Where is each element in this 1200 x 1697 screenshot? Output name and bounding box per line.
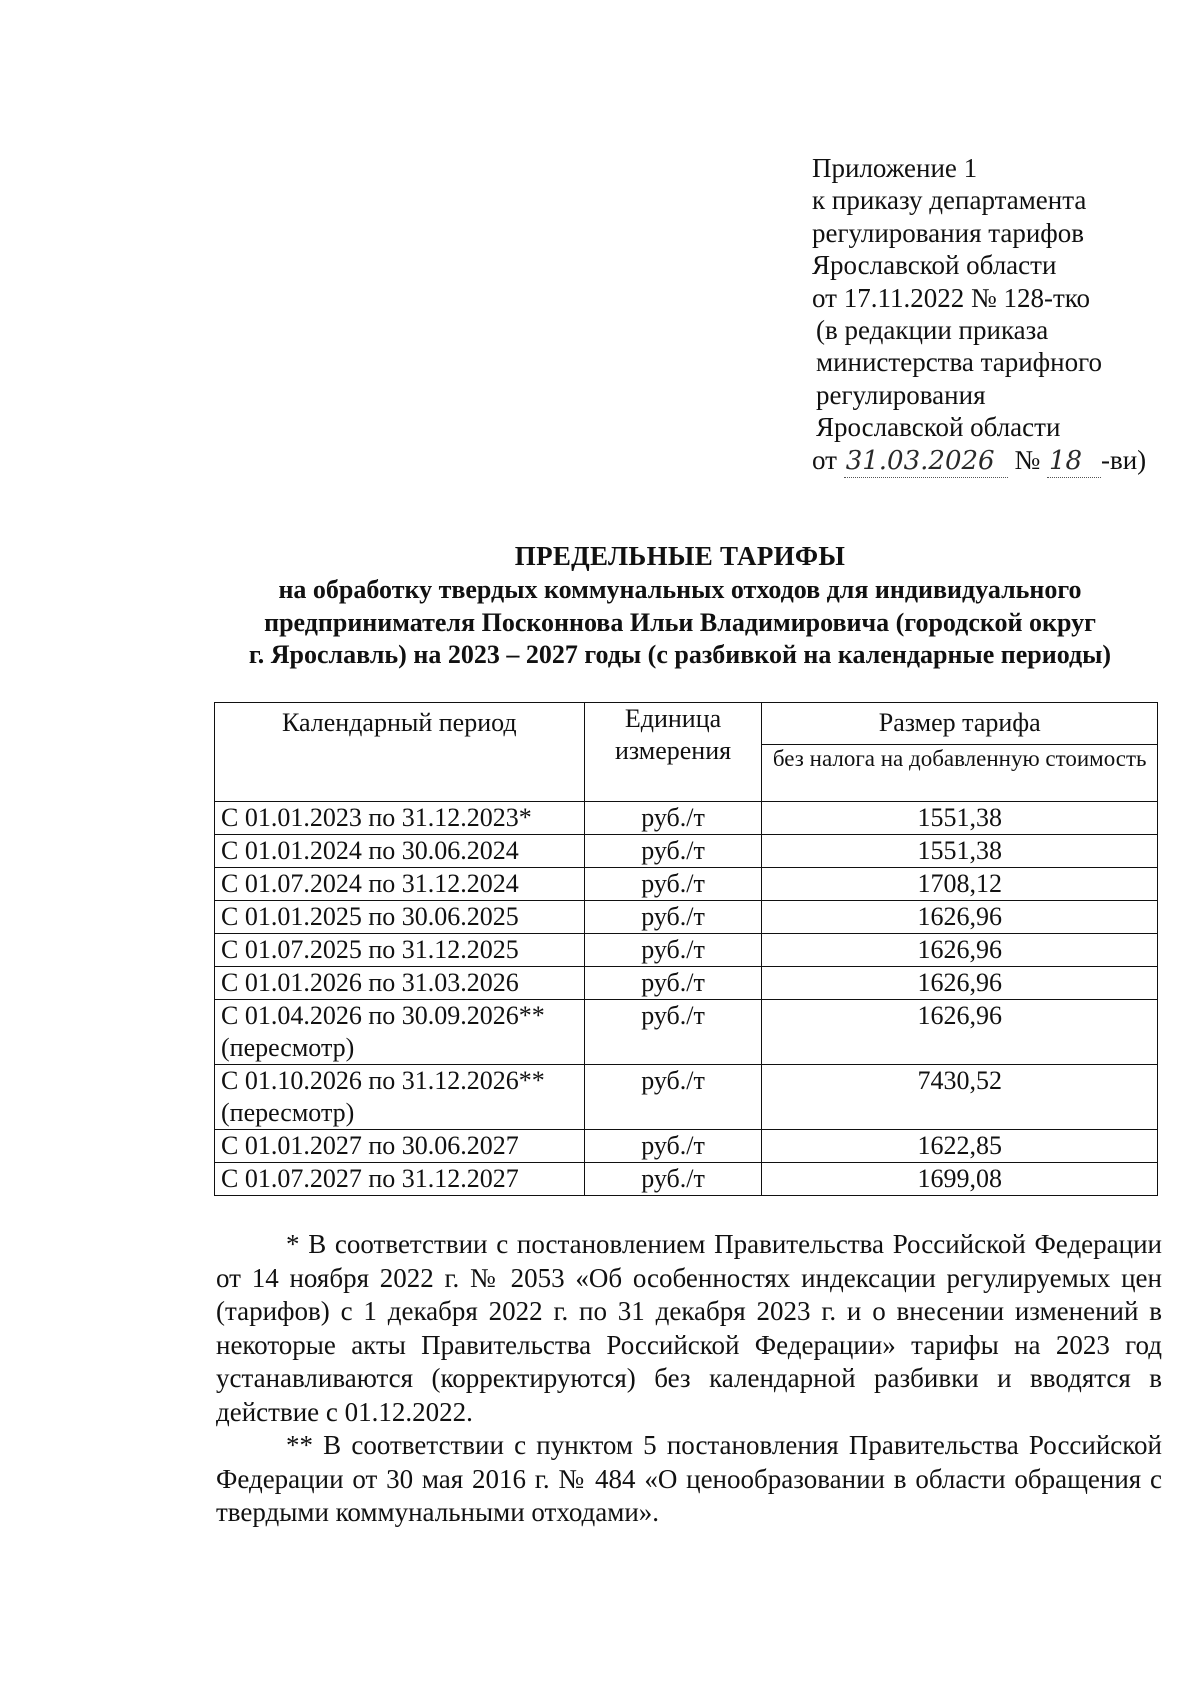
appendix-line: Ярославской области	[816, 412, 1061, 443]
cell-unit: руб./т	[584, 967, 762, 1000]
tariff-table	[214, 702, 1158, 1196]
title-sub-line: предпринимателя Посконнова Ильи Владимировича (городской округ	[264, 607, 1096, 637]
cell-value: 1622,85	[762, 1130, 1158, 1163]
cell-period: С 01.07.2025 по 31.12.2025	[215, 934, 585, 967]
cell-period-note: (пересмотр)	[221, 1098, 355, 1127]
cell-value: 1626,96	[762, 1000, 1158, 1065]
table-header-row	[215, 703, 1158, 745]
cell-period: С 01.07.2027 по 31.12.2027	[215, 1163, 585, 1196]
appendix-line: к приказу департамента	[812, 185, 1087, 216]
header-value-sub: без налога на добавленную стоимость	[762, 745, 1158, 802]
table-row	[215, 901, 1158, 934]
cell-unit: руб./т	[584, 934, 762, 967]
cell-unit: руб./т	[584, 901, 762, 934]
title-sub-line: на обработку твердых коммунальных отходов для индивидуального	[278, 575, 1082, 604]
header-unit: Единица измерения	[584, 703, 762, 802]
cell-unit: руб./т	[584, 835, 762, 868]
cell-period: С 01.01.2024 по 30.06.2024	[215, 835, 585, 868]
table-row	[215, 1000, 1158, 1065]
appendix-line: от 17.11.2022 № 128-тко	[812, 282, 1090, 313]
title-sub-line: г. Ярославль) на 2023 – 2027 годы (с разбивкой на календарные периоды)	[248, 640, 1112, 670]
cell-value: 1699,08	[762, 1163, 1158, 1196]
table-row	[215, 1130, 1158, 1163]
signature-number-prefix: №	[1014, 444, 1041, 475]
cell-value: 1708,12	[762, 868, 1158, 901]
signature-suffix: -ви)	[1100, 444, 1147, 475]
cell-period-note: (пересмотр)	[221, 1033, 355, 1062]
cell-value: 1551,38	[762, 835, 1158, 868]
table-row	[215, 868, 1158, 901]
cell-unit: руб./т	[584, 1163, 762, 1196]
appendix-line: (в редакции приказа	[816, 315, 1049, 346]
cell-period-range: С 01.04.2026 по 30.09.2026**	[221, 1001, 545, 1030]
handwritten-date: 31.03.2026	[844, 445, 1008, 478]
cell-value: 1626,96	[762, 934, 1158, 967]
appendix-header	[812, 152, 1172, 478]
cell-unit: руб./т	[584, 1065, 762, 1130]
table-row	[215, 1065, 1158, 1130]
cell-period: С 01.01.2026 по 31.03.2026	[215, 967, 585, 1000]
cell-period	[215, 1065, 585, 1130]
footnote-1: * В соответствии с постановлением Правительства Российской Федерации от 14 ноября 2022 г. № 2053 «Об особенностях индексации регулируемых цен (тарифов) с 1 декабря 2022 г. по 31 декабря 2023 г. и о внесении изменений в некоторые акты Правительства Российской Федерации» тарифы на 2023 год устанавливаются (корректируются) без календарной разбивки и вводятся в действие с 01.12.2022.	[216, 1229, 1162, 1427]
table-row	[215, 802, 1158, 835]
cell-value: 1551,38	[762, 802, 1158, 835]
header-value: Размер тарифа	[762, 703, 1158, 745]
footnotes	[216, 1228, 1162, 1530]
table-row	[215, 835, 1158, 868]
cell-unit: руб./т	[584, 802, 762, 835]
cell-unit: руб./т	[584, 1130, 762, 1163]
footnote-2: ** В соответствии с пунктом 5 постановления Правительства Российской Федерации от 30 мая 2016 г. № 484 «О ценообразовании в области обращения с твердыми коммунальными отходами».	[216, 1430, 1162, 1527]
signature-prefix: от	[812, 444, 837, 475]
cell-period: С 01.01.2023 по 31.12.2023*	[215, 802, 585, 835]
cell-period: С 01.01.2025 по 30.06.2025	[215, 901, 585, 934]
cell-unit: руб./т	[584, 868, 762, 901]
handwritten-number: 18	[1047, 445, 1101, 478]
cell-value: 1626,96	[762, 967, 1158, 1000]
appendix-line: регулирования	[816, 379, 986, 410]
table-row	[215, 1163, 1158, 1196]
document-title	[200, 538, 1160, 672]
cell-unit: руб./т	[584, 1000, 762, 1065]
cell-period-range: С 01.10.2026 по 31.12.2026**	[221, 1066, 545, 1095]
title-main: ПРЕДЕЛЬНЫЕ ТАРИФЫ	[514, 541, 846, 571]
appendix-line: министерства тарифного	[816, 347, 1103, 378]
appendix-line: Приложение 1	[812, 153, 978, 183]
cell-value: 7430,52	[762, 1065, 1158, 1130]
cell-period: С 01.01.2027 по 30.06.2027	[215, 1130, 585, 1163]
cell-period: С 01.07.2024 по 31.12.2024	[215, 868, 585, 901]
table-row	[215, 967, 1158, 1000]
cell-value: 1626,96	[762, 901, 1158, 934]
cell-period	[215, 1000, 585, 1065]
signature-line	[812, 444, 1172, 478]
header-period: Календарный период	[215, 703, 585, 802]
table-row	[215, 934, 1158, 967]
appendix-line: регулирования тарифов	[812, 217, 1085, 248]
appendix-line: Ярославской области	[812, 250, 1057, 281]
